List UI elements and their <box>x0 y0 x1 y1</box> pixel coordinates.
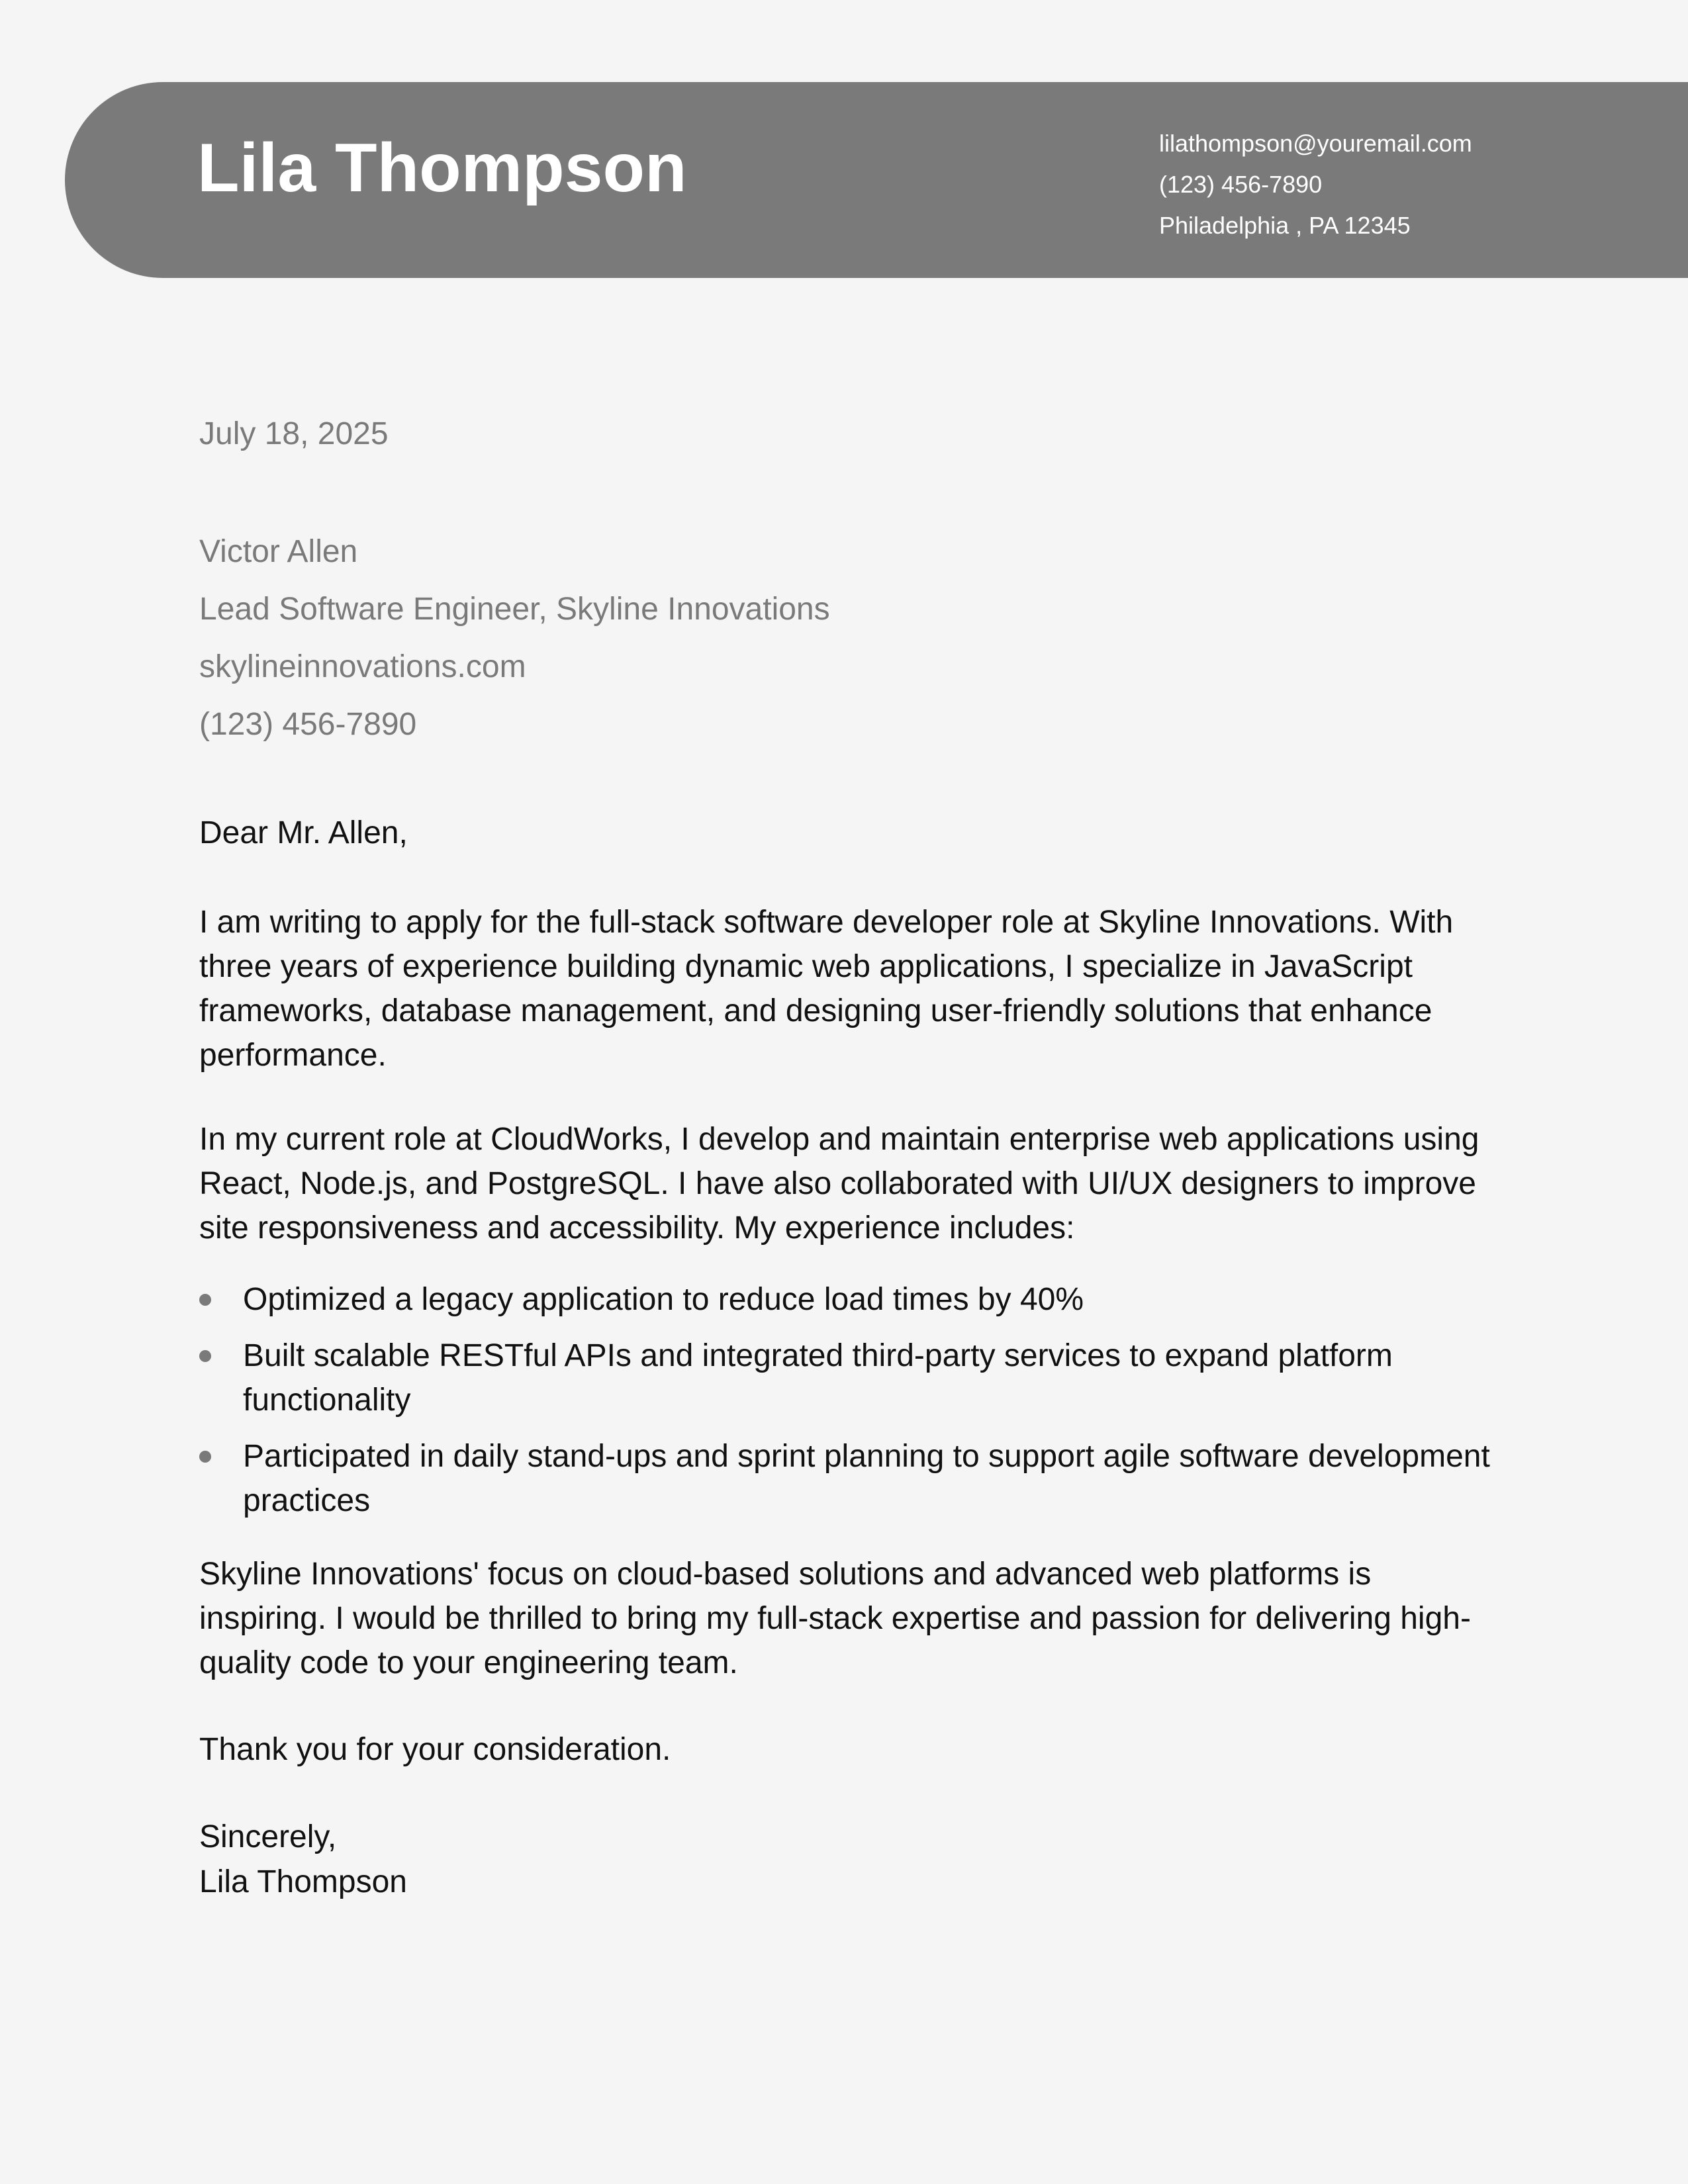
bullet-icon <box>199 1451 211 1463</box>
greeting: Dear Mr. Allen, <box>199 815 408 850</box>
recipient-block <box>199 523 830 753</box>
list-item <box>199 1434 1490 1523</box>
list-item <box>199 1277 1490 1322</box>
closing-salutation: Sincerely, <box>199 1819 337 1854</box>
recipient-title: Lead Software Engineer, Skyline Innovations <box>199 592 830 627</box>
paragraph-closing: Skyline Innovations' focus on cloud-based solutions and advanced web platforms is inspiring. I would be thrilled to bring my full-stack expertise and passion for delivering high-quality code to your engineering team. <box>199 1557 1471 1680</box>
recipient-phone: (123) 456-7890 <box>199 707 417 742</box>
list-item-text: Optimized a legacy application to reduce load times by 40% <box>243 1282 1084 1317</box>
contact-location: Philadelphia , PA 12345 <box>1159 212 1411 239</box>
bullet-icon <box>199 1350 211 1362</box>
recipient-name: Victor Allen <box>199 534 358 569</box>
contact-phone: (123) 456-7890 <box>1159 171 1323 198</box>
list-item-text: Participated in daily stand-ups and sprint planning to support agile software development practices <box>243 1439 1490 1518</box>
recipient-website: skylineinnovations.com <box>199 649 526 684</box>
header-band <box>65 82 1688 278</box>
contact-info <box>1159 123 1472 246</box>
bullet-icon <box>199 1294 211 1306</box>
signature-name: Lila Thompson <box>199 1864 407 1899</box>
experience-list <box>199 1277 1490 1535</box>
list-item <box>199 1334 1490 1422</box>
list-item-text: Built scalable RESTful APIs and integrated third-party services to expand platform functionality <box>243 1338 1393 1418</box>
letter-date: July 18, 2025 <box>199 416 389 451</box>
paragraph-intro: I am writing to apply for the full-stack software developer role at Skyline Innovations. With three years of experience building dynamic web applications, I specialize in JavaScript frameworks, database management, and designing user-friendly solutions that enhance performance. <box>199 905 1454 1073</box>
contact-email: lilathompson@youremail.com <box>1159 130 1472 157</box>
paragraph-experience: In my current role at CloudWorks, I develop and maintain enterprise web applications using React, Node.js, and PostgreSQL. I have also collaborated with UI/UX designers to improve site responsiveness and accessibility. My experience includes: <box>199 1122 1479 1246</box>
header-name: Lila Thompson <box>197 130 687 206</box>
thank-you-line: Thank you for your consideration. <box>199 1732 671 1767</box>
